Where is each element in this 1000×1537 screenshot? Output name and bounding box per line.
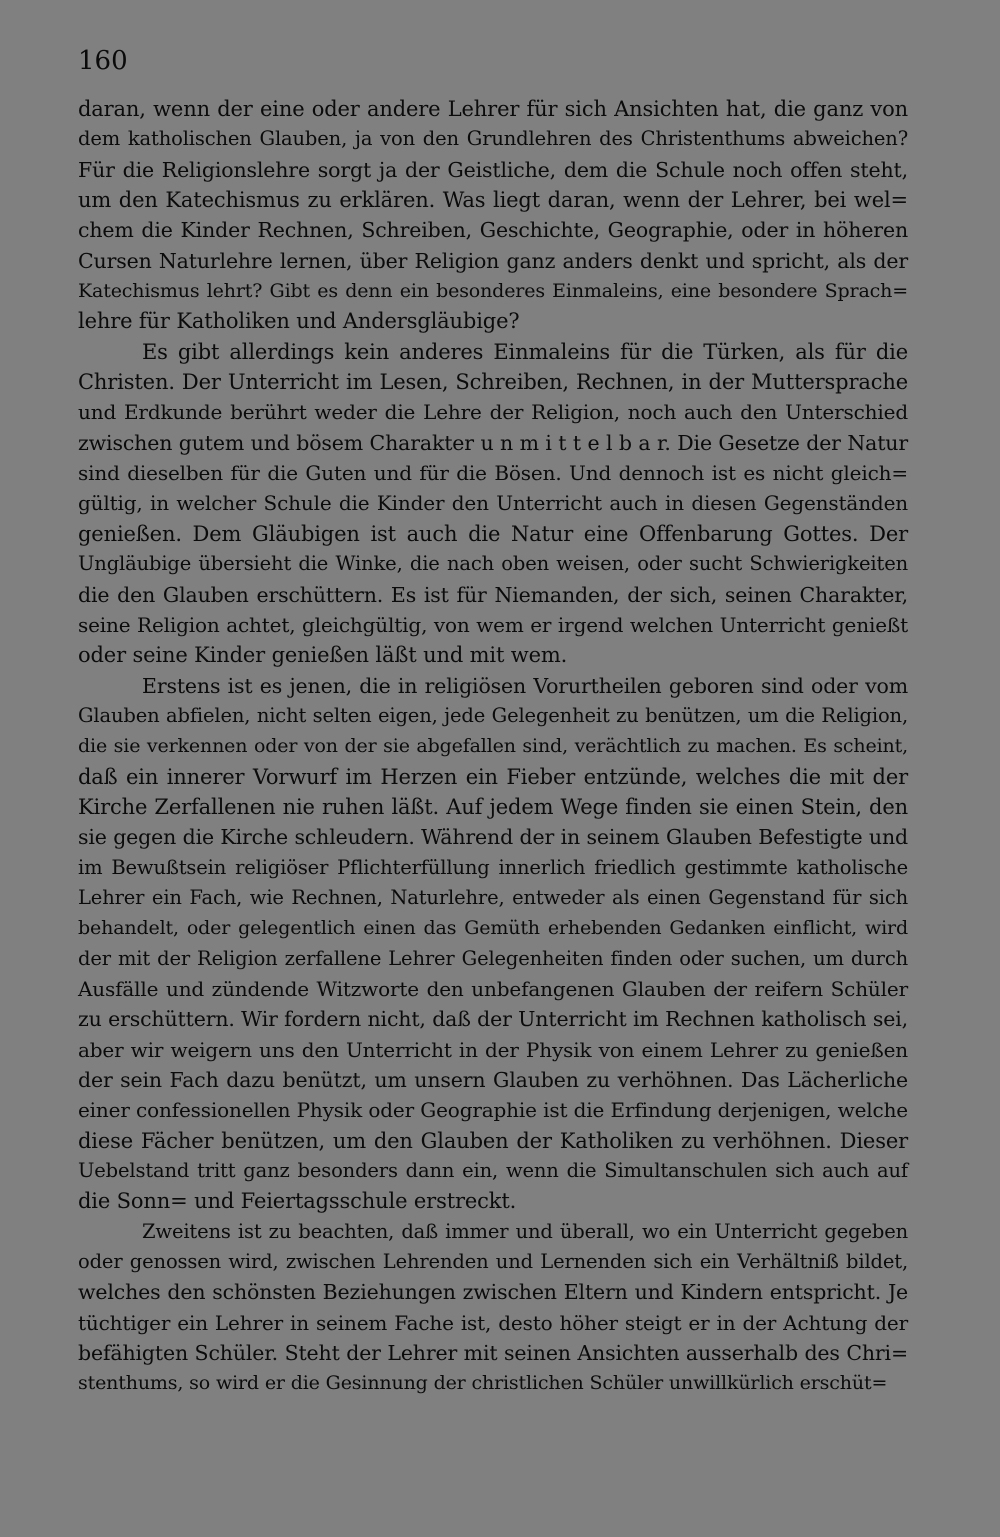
- text-line: Uebelstand tritt ganz besonders dann ein, wenn die Simultanschulen sich auch auf: [78, 1159, 908, 1183]
- text-line: Ungläubige übersieht die Winke, die nach oben weisen, oder sucht Schwierigkeiten: [78, 552, 908, 576]
- text-line: oder genossen wird, zwischen Lehrenden und Lernenden sich ein Verhältniß bildet,: [78, 1250, 908, 1274]
- text-line: Es gibt allerdings kein anderes Einmaleins für die Türken, als für die: [142, 339, 908, 364]
- paragraph: [78, 671, 908, 1217]
- text-line: Kirche Zerfallenen nie ruhen läßt. Auf jedem Wege finden sie einen Stein, den: [78, 794, 908, 819]
- text-line: die sie verkennen oder von der sie abgefallen sind, verächtlich zu machen. Es scheint,: [78, 735, 908, 758]
- paragraph: [78, 1217, 908, 1399]
- text-line: die Sonn= und Feiertagsschule erstreckt.: [78, 1189, 517, 1214]
- text-line: um den Katechismus zu erklären. Was liegt daran, wenn der Lehrer, bei wel=: [78, 188, 908, 213]
- text-line: zu erschüttern. Wir fordern nicht, daß der Unterricht im Rechnen katholisch sei,: [78, 1007, 908, 1032]
- text-line: Ausfälle und zündende Witzworte den unbefangenen Glauben der reifern Schüler: [78, 976, 908, 1001]
- text-line: und Erdkunde berührt weder die Lehre der Religion, noch auch den Unterschied: [78, 400, 908, 425]
- text-line: behandelt, oder gelegentlich einen das Gemüth erhebenden Gedanken einflicht, wird: [78, 917, 908, 940]
- text-line: oder seine Kinder genießen läßt und mit wem.: [78, 643, 568, 668]
- text-line: im Bewußtsein religiöser Pflichterfüllung innerlich friedlich gestimmte katholische: [78, 855, 908, 879]
- text-line: tüchtiger ein Lehrer in seinem Fache ist, desto höher steigt er in der Achtung der: [78, 1310, 908, 1335]
- text-line: chem die Kinder Rechnen, Schreiben, Geschichte, Geographie, oder in höheren: [78, 218, 908, 243]
- text-line: daß ein innerer Vorwurf im Herzen ein Fieber entzünde, welches die mit der: [78, 764, 908, 789]
- text-line: welches den schönsten Beziehungen zwischen Eltern und Kindern entspricht. Je: [78, 1280, 908, 1305]
- text-line: diese Fächer benützen, um den Glauben der Katholiken zu verhöhnen. Dieser: [78, 1128, 908, 1153]
- text-line: befähigten Schüler. Steht der Lehrer mit seinen Ansichten ausserhalb des Chri=: [78, 1341, 908, 1366]
- text-line: Glauben abfielen, nicht selten eigen, jede Gelegenheit zu benützen, um die Religion,: [78, 703, 908, 727]
- text-line: Christen. Der Unterricht im Lesen, Schreiben, Rechnen, in der Muttersprache: [78, 370, 908, 395]
- text-line: der mit der Religion zerfallene Lehrer Gelegenheiten finden oder suchen, um durch: [78, 946, 908, 970]
- text-line: Zweitens ist zu beachten, daß immer und überall, wo ein Unterricht gegeben: [142, 1219, 908, 1243]
- text-line: daran, wenn der eine oder andere Lehrer für sich Ansichten hat, die ganz von: [78, 97, 908, 121]
- text-line: genießen. Dem Gläubigen ist auch die Natur eine Offenbarung Gottes. Der: [78, 521, 908, 546]
- text-line: die den Glauben erschüttern. Es ist für Niemanden, der sich, seinen Charakter,: [78, 582, 908, 607]
- text-line: sie gegen die Kirche schleudern. Während der in seinem Glauben Befestigte und: [78, 825, 908, 850]
- text-line: Für die Religionslehre sorgt ja der Geistliche, dem die Schule noch offen steht,: [78, 157, 908, 182]
- text-line: der sein Fach dazu benützt, um unsern Glauben zu verhöhnen. Das Lächerliche: [78, 1068, 908, 1092]
- page-number: 160: [78, 46, 128, 76]
- text-line: aber wir weigern uns den Unterricht in der Physik von einem Lehrer zu genießen: [78, 1037, 908, 1062]
- paragraph: [78, 337, 908, 671]
- text-line: zwischen gutem und bösem Charakter u n m i t t e l b a r. Die Gesetze der Natur: [78, 430, 908, 455]
- text-line: sind dieselben für die Guten und für die Bösen. Und dennoch ist es nicht gleich=: [78, 461, 908, 486]
- text-line: Lehrer ein Fach, wie Rechnen, Naturlehre, entweder als einen Gegenstand für sich: [78, 885, 908, 909]
- text-line: Cursen Naturlehre lernen, über Religion ganz anders denkt und spricht, als der: [78, 248, 908, 273]
- text-line: stenthums, so wird er die Gesinnung der christlichen Schüler unwillkürlich erschüt=: [78, 1372, 888, 1395]
- text-line: einer confessionellen Physik oder Geographie ist die Erfindung derjenigen, welche: [78, 1098, 908, 1123]
- text-line: dem katholischen Glauben, ja von den Grundlehren des Christenthums abweichen?: [78, 127, 908, 151]
- text-line: lehre für Katholiken und Andersgläubige?: [78, 309, 520, 334]
- text-line: seine Religion achtet, gleichgültig, von wem er irgend welchen Unterricht genießt: [78, 612, 908, 637]
- text-line: gültig, in welcher Schule die Kinder den Unterricht auch in diesen Gegenständen: [78, 491, 908, 516]
- paragraph: [78, 94, 908, 337]
- text-line: Erstens ist es jenen, die in religiösen Vorurtheilen geboren sind oder vom: [142, 673, 908, 698]
- body-text: [78, 94, 908, 1399]
- text-line: Katechismus lehrt? Gibt es denn ein besonderes Einmaleins, eine besondere Sprach=: [78, 280, 908, 303]
